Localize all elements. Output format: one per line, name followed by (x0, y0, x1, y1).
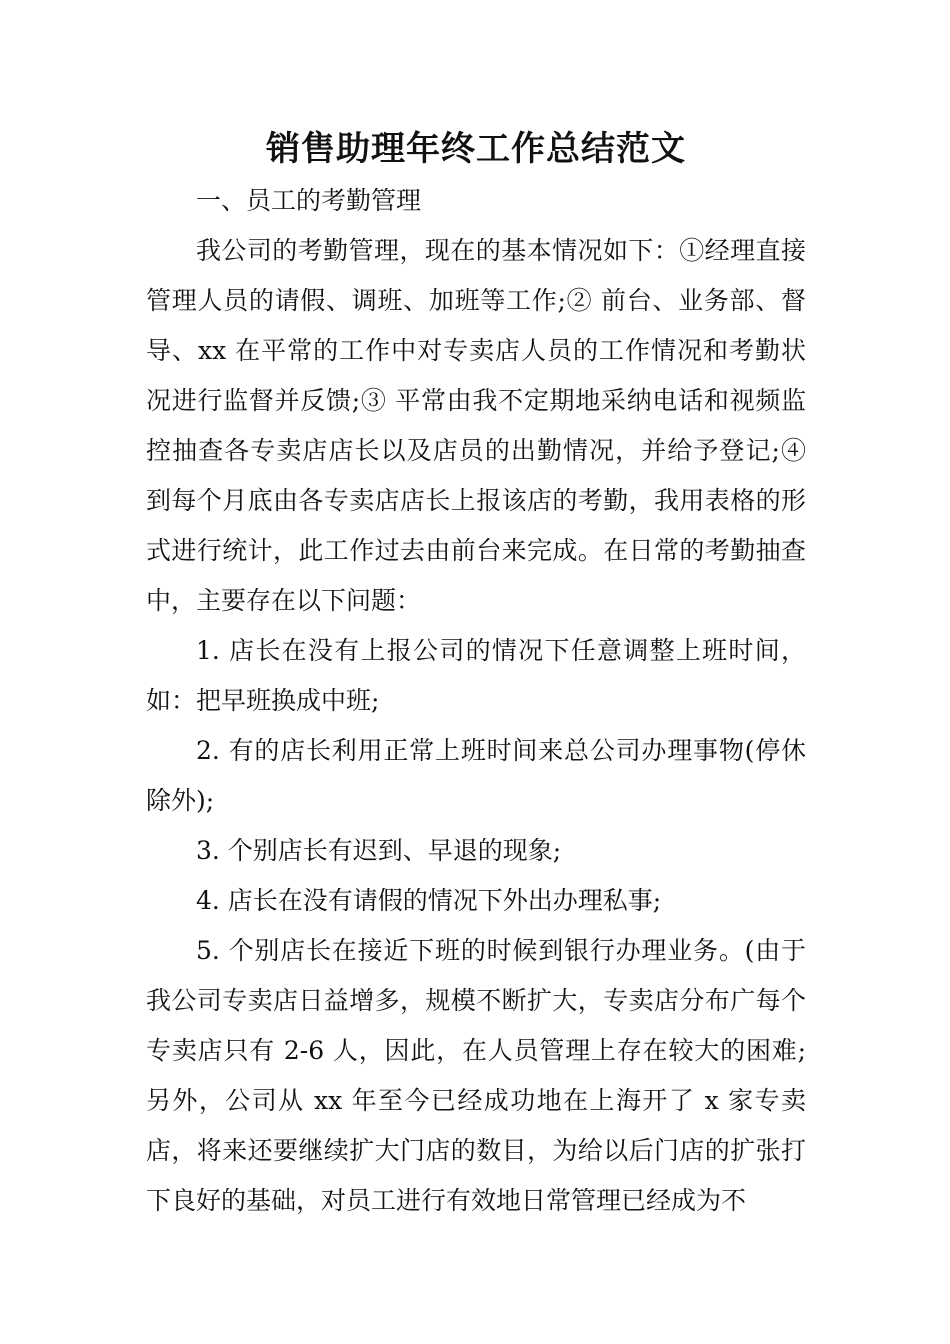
list-item: 5. 个别店长在接近下班的时候到银行办理业务。(由于我公司专卖店日益增多，规模不断扩大，专卖店分布广每个专卖店只有 2-6 人，因此，在人员管理上存在较大的困难;另外，公司从 xx 年至今已经成功地在上海开了 x 家专卖店，将来还要继续扩大门店的数目，为给以后门店的扩张打下良好的基础，对员工进行有效地日常管理已经成为不 (146, 936, 806, 1215)
list-item: 1. 店长在没有上报公司的情况下任意调整上班时间，如：把早班换成中班; (146, 636, 806, 715)
list-item: 4. 店长在没有请假的情况下外出办理私事; (196, 886, 662, 915)
document-page (146, 122, 806, 1226)
list-item: 3. 个别店长有迟到、早退的现象; (196, 836, 562, 865)
list-item: 2. 有的店长利用正常上班时间来总公司办理事物(停休除外); (146, 736, 806, 815)
section-heading: 一、员工的考勤管理 (196, 186, 422, 215)
document-title: 销售助理年终工作总结范文 (266, 129, 686, 169)
body-paragraph: 我公司的考勤管理，现在的基本情况如下：①经理直接管理人员的请假、调班、加班等工作;② 前台、业务部、督导、xx 在平常的工作中对专卖店人员的工作情况和考勤状况进行监督并反馈;③ 平常由我不定期地采纳电话和视频监控抽查各专卖店店长以及店员的出勤情况，并给予登记;④ 到每个月底由各专卖店店长上报该店的考勤，我用表格的形式进行统计，此工作过去由前台来完成。在日常的考勤抽查中，主要存在以下问题： (146, 236, 806, 615)
